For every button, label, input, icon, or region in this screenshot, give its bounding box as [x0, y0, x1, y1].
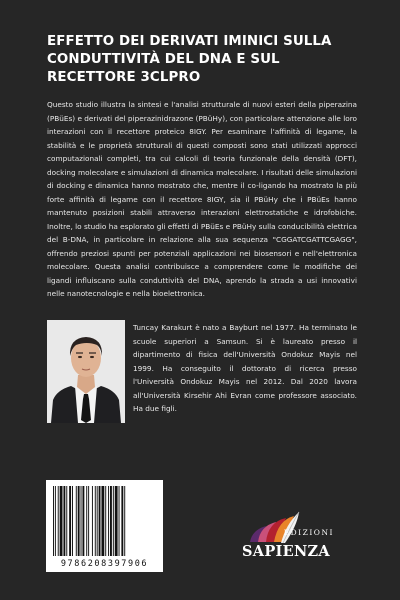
- barcode-bar: [99, 486, 101, 556]
- title-line-1: EFFETTO DEI DERIVATI IMINICI SULLA: [47, 34, 332, 49]
- barcode-bar: [66, 486, 67, 556]
- barcode-bar: [58, 486, 59, 556]
- barcode-bar: [108, 486, 109, 556]
- book-title: [47, 33, 367, 87]
- publisher-edizioni: EDIZIONI: [283, 528, 334, 537]
- barcode-bar: [121, 486, 123, 556]
- author-bio: Tuncay Karakurt è nato a Bayburt nel 1977. Ha terminato le scuole superiori a Samsun. Si è laureato presso il dipartimento di fisica dell'Università Ondokuz Mayis nel 1999. Ha conseguito il dottorato di ricerca presso l'Università Ondokuz Mayis nel 2012. Dal 2020 lavora all'Università Kirsehir Ahi Evran come professore associato. Ha due figli.: [133, 323, 357, 413]
- title-line-3: RECETTORE 3CLPRO: [47, 70, 201, 85]
- barcode-bar: [97, 486, 98, 556]
- isbn-number: 9786208397906: [60, 559, 149, 569]
- barcode-bar: [82, 486, 84, 556]
- barcode-bar: [105, 486, 106, 556]
- publisher-name: SAPIENZA: [242, 543, 330, 560]
- barcode-bar: [63, 486, 65, 556]
- title-line-2: CONDUTTIVITÀ DEL DNA E SUL: [47, 52, 280, 67]
- barcode-bar: [60, 486, 63, 556]
- barcode-bar: [88, 486, 89, 556]
- barcode-bar: [110, 486, 112, 556]
- barcode-bar: [115, 486, 118, 556]
- barcode-bar: [92, 486, 93, 556]
- barcode-bar: [72, 486, 73, 556]
- author-photo: [47, 320, 125, 423]
- author-portrait-image: [47, 320, 125, 423]
- barcode-bar: [55, 486, 56, 556]
- barcode-bar: [95, 486, 96, 556]
- barcode-bars: [53, 486, 156, 556]
- publisher-logo: [236, 510, 336, 570]
- barcode-bar: [78, 486, 80, 556]
- barcode-bar: [119, 486, 120, 556]
- barcode-bar: [69, 486, 71, 556]
- barcode-bar: [81, 486, 82, 556]
- feather-quill-icon: [236, 510, 336, 544]
- isbn-barcode: [46, 480, 163, 572]
- barcode-bar: [124, 486, 125, 556]
- barcode-bar: [76, 486, 77, 556]
- barcode-bar: [53, 486, 54, 556]
- barcode-bar: [86, 486, 87, 556]
- barcode-bar: [113, 486, 114, 556]
- abstract-text: Questo studio illustra la sintesi e l'analisi strutturale di nuovi esteri della piperazina (PBüEs) e derivati del piperazinidrazone (PBüHy), con particolare attenzione alle loro interazioni con il recettore proteico 8IGY. Per esaminare l'affinità di legame, la stabilità e le proprietà strutturali di questi composti sono stati utilizzati approcci computazionali completi, tra cui calcoli di teoria funzionale della densità (DFT), docking molecolare e simulazioni di dinamica molecolare. I risultati delle simulazioni di docking e dinamica hanno mostrato che, mentre il co-ligando ha mostrato la più forte affinità di legame con il recettore 8IGY, sia il PBüHy che i PBüEs hanno mantenuto posizioni stabili attraverso interazioni elettrostatiche e idrofobiche. Inoltre, lo studio ha esplorato gli effetti di PBüEs e PBüHy sulla conducibilità elettrica del B-DNA, in particolare in relazione alla sua sequenza "CGGATCGATTCGAGG", offrendo preziosi spunti per potenziali applicazioni nei biosensori e nell'elettronica molecolare. Questa analisi contribuisce a comprendere come le modifiche dei ligandi influiscano sulla conduttività del DNA, aprendo la strada a usi innovativi nelle nanotecnologie e nella bioelettronica.: [47, 100, 357, 298]
- barcode-bar: [101, 486, 104, 556]
